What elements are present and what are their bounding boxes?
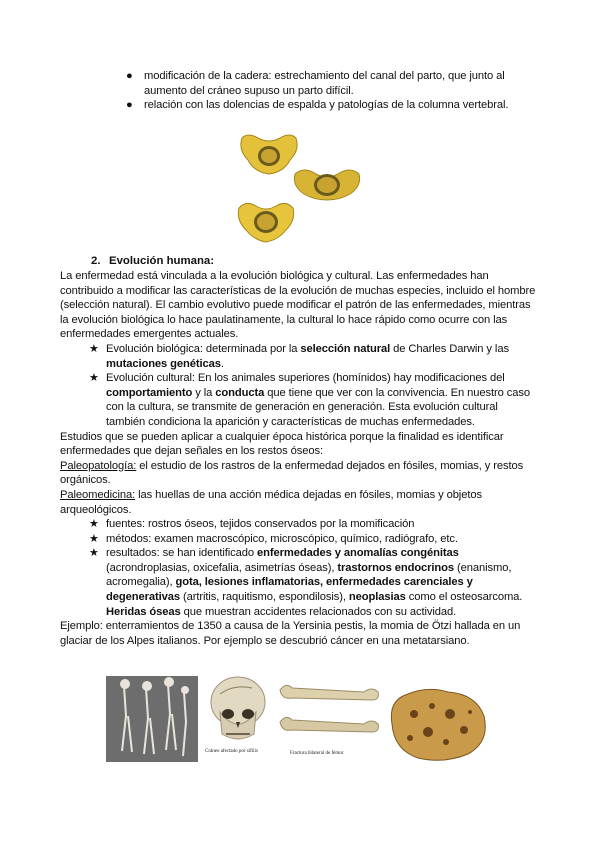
item-text: Evolución cultural: En los animales superiores (homínidos) hay modificaciones del <box>106 372 505 385</box>
list-item <box>60 546 536 619</box>
bold-term: gota, lesiones inflamatorias, enfermedades carenciales y degenerativas <box>106 576 473 604</box>
skull-image <box>206 674 270 746</box>
method-list <box>60 517 536 619</box>
pelvis-image-1 <box>238 132 300 178</box>
example-paragraph: Ejemplo: enterramientos de 1350 a causa de la Yersinia pestis, la momia de Ötzi hallada en un glaciar de los Alpes italianos. Por ejemplo se descubrió cáncer en una metatarsiano. <box>60 620 521 647</box>
bold-term: mutaciones genéticas <box>106 357 221 370</box>
metatarsal-cancer-image <box>384 684 492 764</box>
star-icon: ★ <box>89 372 99 385</box>
skull-caption: Cráneo afectado por sífilis <box>205 749 258 754</box>
list-item <box>60 371 536 429</box>
bold-term: Heridas óseas <box>106 605 181 618</box>
femur-caption: Fractura bilateral de fémur <box>290 751 344 756</box>
bold-term: enfermedades y anomalías congénitas <box>257 547 459 560</box>
item-text: (artritis, raquitismo, espondilosis), <box>179 591 349 604</box>
section-title: Evolución humana: <box>109 255 215 267</box>
item-text: como el osteosarcoma. <box>405 591 523 604</box>
bold-term: conducta <box>215 386 265 399</box>
item-text: . <box>220 357 224 370</box>
bold-term: neoplasias <box>348 591 406 604</box>
pelvis-image-2 <box>292 166 362 202</box>
term: Paleomedicina: <box>60 488 136 501</box>
list-item <box>60 532 536 547</box>
bullet-icon: ● <box>126 99 133 112</box>
list-item <box>60 342 536 371</box>
term: Paleopatología: <box>60 459 137 472</box>
definition: el estudio de los rastros de la enfermedad dejados en fósiles, momias, y restos orgánicos. <box>60 459 524 487</box>
pelvis-image-3 <box>236 200 296 244</box>
section-heading <box>91 255 214 267</box>
item-text: fuentes: rostros óseos, tejidos conservados por la momificación <box>106 518 415 531</box>
bullet-text: modificación de la cadera: estrechamiento del canal del parto, que junto al aumento del cráneo supuso un parto difícil. <box>144 70 505 97</box>
section-number: 2. <box>91 255 101 267</box>
list-item <box>60 517 536 532</box>
top-bullet-list <box>126 69 536 113</box>
item-text: que tiene que ver con la convivencia. En nuestro caso con la cultura, se transmite de generación en generación. Esta evolución cultural también condiciona la aparición y características de muchas enfermedades. <box>106 386 530 428</box>
evolution-list <box>60 342 536 430</box>
burial-skeletons-image <box>106 676 198 762</box>
bullet-icon: ● <box>126 70 133 82</box>
bold-term: selección natural <box>300 342 391 355</box>
item-text: Evolución biológica: determinada por la <box>106 342 301 355</box>
section-body <box>60 269 536 648</box>
paleopathology-paragraph <box>60 459 536 488</box>
definition: las huellas de una acción médica dejadas en fósiles, momias y objetos arqueológicos. <box>60 488 482 516</box>
item-text: (acrondroplasias, oxicefalia, asimetrías óseas), <box>106 561 338 574</box>
item-text: de Charles Darwin y las <box>390 342 509 355</box>
star-icon: ★ <box>89 342 99 355</box>
item-text: resultados: se han identificado <box>106 547 258 560</box>
item-text: métodos: examen macroscópico, microscópico, químico, radiógrafo, etc. <box>106 532 458 545</box>
item-text: y la <box>192 386 216 399</box>
photo-strip <box>0 672 600 772</box>
bullet-text: relación con las dolencias de espalda y patologías de la columna vertebral. <box>144 99 509 112</box>
paleomedicine-paragraph <box>60 488 536 517</box>
item-text: que muestran accidentes relacionados con su actividad. <box>180 605 457 618</box>
femur-image <box>276 678 382 740</box>
star-icon: ★ <box>89 532 99 545</box>
intro-paragraph: La enfermedad está vinculada a la evolución biológica y cultural. Las enfermedades han contribuido a modificar las características de la evolución de muchas especies, incluido el hombre (selección natural). El cambio evolutivo puede modificar el patrón de las enfermedades, mientras la evolución biológica lo hace paulatinamente, la cultural lo hace rápido como ocurre con las enfermedades emergentes actuales. <box>60 270 536 341</box>
item-text: (enanismo, acromegalia), <box>106 561 512 589</box>
bold-term: trastornos endocrinos <box>337 561 455 574</box>
star-icon: ★ <box>89 547 99 560</box>
star-icon: ★ <box>89 518 99 531</box>
list-item <box>126 69 536 98</box>
bold-term: comportamiento <box>106 386 193 399</box>
list-item <box>126 98 536 113</box>
studies-paragraph: Estudios que se pueden aplicar a cualquier época histórica porque la finalidad es identificar enfermedades que dejan señales en los restos óseos: <box>60 430 504 458</box>
